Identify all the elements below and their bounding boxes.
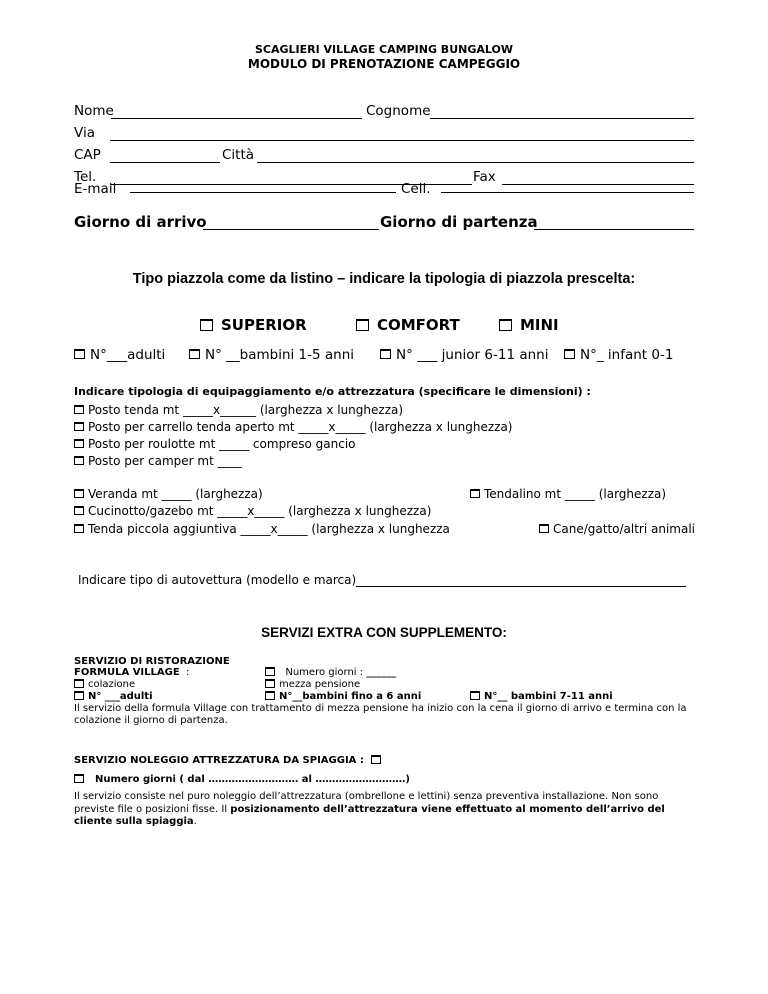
checkbox-icon[interactable] [74,524,84,533]
checkbox-icon[interactable] [265,691,275,700]
checkbox-icon[interactable] [74,439,84,448]
noleggio-title: SERVIZIO NOLEGGIO ATTREZZATURA DA SPIAGGIA : [74,755,385,766]
checkbox-icon[interactable] [74,349,85,359]
equipment-item[interactable]: Posto per roulotte mt _____ compreso gancio [74,437,356,451]
tel-label: Tel. [74,169,97,185]
formula-row: FORMULA VILLAGE : [74,667,190,678]
header-line1: SCAGLIERI VILLAGE CAMPING BUNGALOW [255,43,513,56]
option-comfort[interactable]: COMFORT [356,316,460,334]
car-field[interactable] [356,586,686,587]
car-label: Indicare tipo di autovettura (modello e marca) [78,573,357,587]
partenza-label: Giorno di partenza [380,213,538,231]
extra-heading: SERVIZI EXTRA CON SUPPLEMENTO: [261,625,507,640]
nome-label: Nome [74,103,114,119]
cap-field[interactable] [110,162,220,163]
email-label: E-mail [74,181,117,197]
veranda-item[interactable]: Veranda mt _____ (larghezza) [74,487,263,501]
checkbox-icon[interactable] [74,691,84,700]
noleggio-note: Il servizio consiste nel puro noleggio dell’attrezzatura (ombrellone e lettini) senza preventiva installazione. Non sono previste file o posizioni fisse. Il posizionamento dell’attrezzatura viene effettuato al momento dell’arrivo del cliente sulla spiaggia. [74,791,665,827]
partenza-field[interactable] [534,229,694,230]
cap-label: CAP [74,147,101,163]
cognome-field[interactable] [430,118,694,119]
checkbox-icon[interactable] [74,506,84,515]
checkbox-icon[interactable] [265,667,275,676]
via-label: Via [74,125,95,141]
checkbox-icon[interactable] [200,319,213,331]
arrivo-field[interactable] [203,229,379,230]
tenda-piccola-item[interactable]: Tenda piccola aggiuntiva _____x_____ (larghezza x lunghezza [74,522,450,536]
nome-field[interactable] [111,118,362,119]
colazione-item[interactable]: colazione [74,679,135,690]
guest-infant[interactable]: N°_ infant 0-1 [564,347,673,363]
via-field[interactable] [110,140,694,141]
arrivo-label: Giorno di arrivo [74,213,207,231]
checkbox-icon[interactable] [74,774,84,783]
checkbox-icon[interactable] [499,319,512,331]
ristorazione-note: Il servizio della formula Village con trattamento di mezza pensione ha inizio con la cena il giorno di arrivo e termina con la colazione il giorno di partenza. [74,703,687,726]
extra-bambini6[interactable]: N°__bambini fino a 6 anni [265,691,421,702]
animali-item[interactable]: Cane/gatto/altri animali [539,522,695,536]
option-mini[interactable]: MINI [499,316,559,334]
cucinotto-item[interactable]: Cucinotto/gazebo mt _____x_____ (larghezza x lunghezza) [74,504,431,518]
checkbox-icon[interactable] [74,422,84,431]
equipment-item[interactable]: Posto per camper mt ____ [74,454,242,468]
cell-label: Cell. [401,181,431,197]
checkbox-icon[interactable] [371,755,381,764]
equipment-item[interactable]: Posto per carrello tenda aperto mt _____x_____ (larghezza x lunghezza) [74,420,512,434]
checkbox-icon[interactable] [189,349,200,359]
checkbox-icon[interactable] [265,679,275,688]
option-superior[interactable]: SUPERIOR [200,316,307,334]
checkbox-icon[interactable] [470,691,480,700]
checkbox-icon[interactable] [74,679,84,688]
extra-adulti[interactable]: N° ___adulti [74,691,153,702]
extra-bambini711[interactable]: N°__ bambini 7-11 anni [470,691,613,702]
equipment-heading: Indicare tipologia di equipaggiamento e/o attrezzatura (specificare le dimensioni) : [74,385,591,398]
cognome-label: Cognome [366,103,431,119]
guest-bambini[interactable]: N° __bambini 1-5 anni [189,347,354,363]
header-line2: MODULO DI PRENOTAZIONE CAMPEGGIO [247,57,521,71]
checkbox-icon[interactable] [74,456,84,465]
equipment-item[interactable]: Posto tenda mt _____x______ (larghezza x lunghezza) [74,403,403,417]
checkbox-icon[interactable] [564,349,575,359]
email-field[interactable] [130,192,396,193]
noleggio-giorni[interactable]: Numero giorni ( dal ……………………… al ………………………) [74,774,410,785]
cell-field[interactable] [441,192,694,193]
checkbox-icon[interactable] [380,349,391,359]
checkbox-icon[interactable] [356,319,369,331]
citta-field[interactable] [257,162,694,163]
citta-label: Città [222,147,255,163]
tendalino-item[interactable]: Tendalino mt _____ (larghezza) [470,487,666,501]
numero-giorni[interactable]: Numero giorni : ______ [265,667,396,678]
checkbox-icon[interactable] [74,489,84,498]
mezza-pensione-item[interactable]: mezza pensione [265,679,360,690]
fax-label: Fax [473,169,496,185]
checkbox-icon[interactable] [74,405,84,414]
checkbox-icon[interactable] [539,524,549,533]
guest-adulti[interactable]: N°___adulti [74,347,165,363]
checkbox-icon[interactable] [470,489,480,498]
pitch-heading: Tipo piazzola come da listino – indicare la tipologia di piazzola prescelta: [132,271,636,287]
guest-junior[interactable]: N° ___ junior 6-11 anni [380,347,548,363]
fax-field[interactable] [502,184,694,185]
ristorazione-title: SERVIZIO DI RISTORAZIONE [74,656,230,667]
